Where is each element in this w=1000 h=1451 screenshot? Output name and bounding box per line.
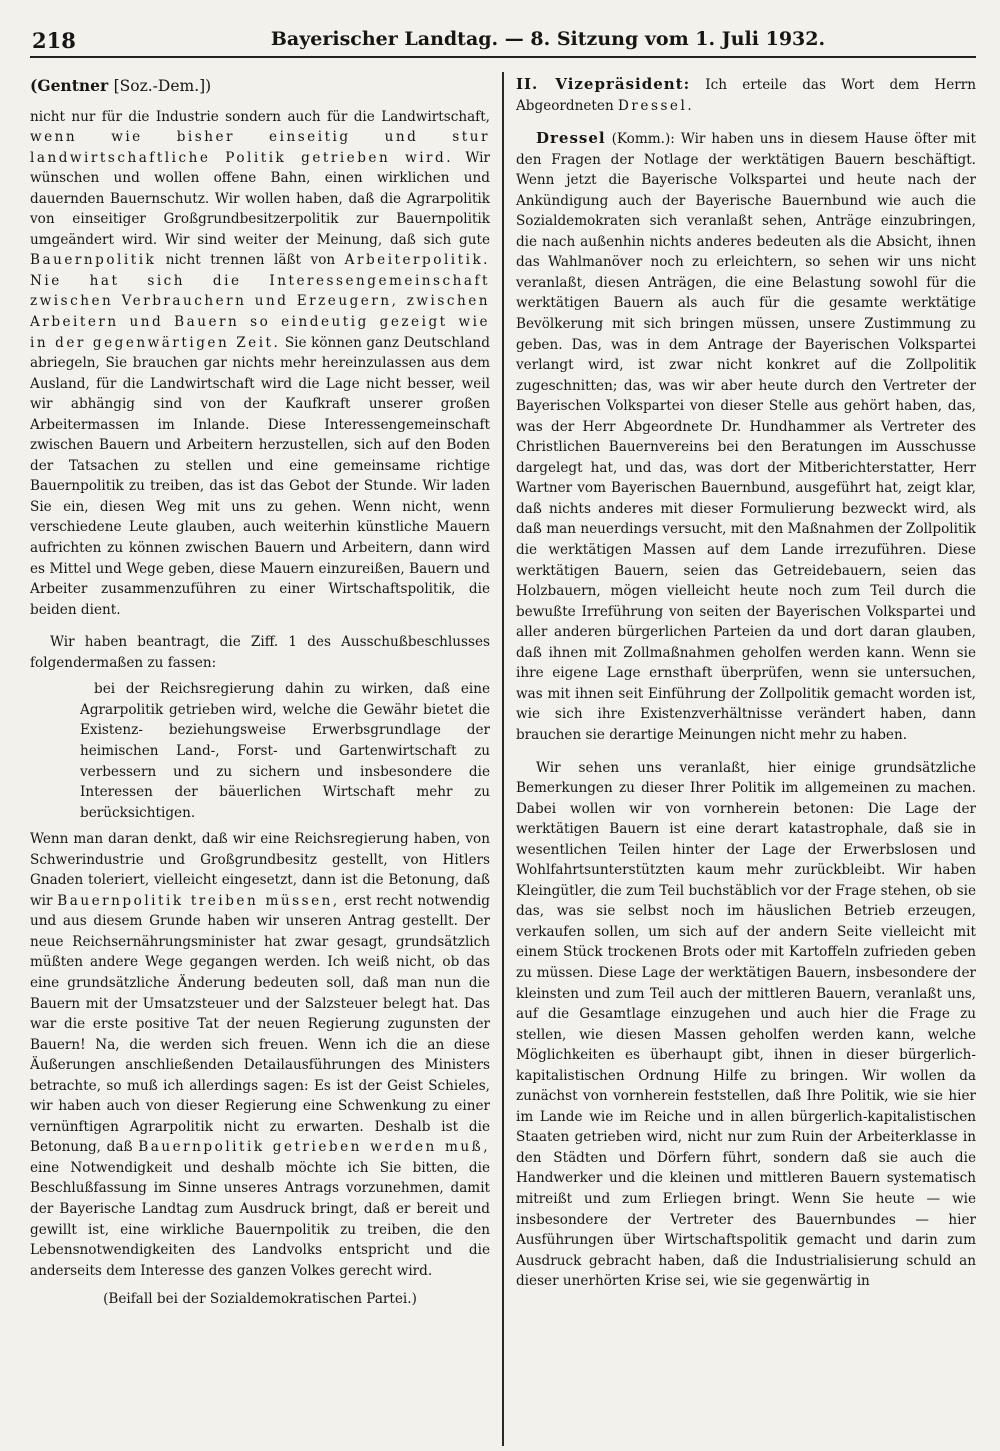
right-column [504,66,976,1446]
spaced-text: Bauernpolitik getrieben werden muß, [138,1139,491,1156]
motion-quote: bei der Reichsregierung dahin zu wirken, daß eine Agrarpolitik getrieben wird, welche die Gewähr bietet die Existenz- beziehungsweise Erwerbsgrundlage der heimischen Land-, Forst- und Gartenwirtschaft zu verbessern und zu sichern und insbesondere die Interessen der bäuerlichen Wirtschaft mehr zu berücksichtigen. [80,681,491,821]
text-columns [30,66,976,1446]
text-run: Ich erteile das Wort dem Herrn Abgeordneten [515,77,976,114]
spaced-text: Nie hat sich die Interessengemeinschaft zwischen Verbrauchern und Erzeugern, zwischen Arbeitern und Bauern so eindeutig gezeigt wie in der gegenwärtigen Zeit. [30,272,491,351]
right-paragraph-1 [516,128,976,745]
spaced-text: wenn wie bisher einseitig und stur landwirtschaftliche Politik getrieben wird. [30,129,491,166]
right-speaker-party: (Komm.): [605,131,681,148]
text-run: Wenn man daran denkt, daß wir eine Reichsregierung haben, von Schwerindustrie und Großgrundbesitz gestellt, von Hitlers Gnaden toleriert, vielleicht eingesetzt, dann ist die Betonung, daß wir [30,831,491,909]
spacer [516,116,976,128]
left-paragraph-2: Wir haben beantragt, die Ziff. 1 des Ausschußbeschlusses folgendermaßen zu fassen: [30,634,491,671]
text-run: nicht nur für die Industrie sondern auch für die Landwirtschaft, [30,108,491,125]
left-speaker-party: [Soz.-Dem.]) [113,77,212,95]
page-number: 218 [32,28,76,53]
running-title: Bayerischer Landtag. — 8. Sitzung vom 1. Juli 1932. [270,28,826,50]
text-run: eine Notwendigkeit und deshalb möchte ich Sie bitten, die Beschlußfassung im Sinne unseres Antrags vorzunehmen, damit der Bayerische Landtag zum Ausdruck bringt, daß er bereit und gewillt ist, eine wirkliche Bauernpolitik zu treiben, die den Lebensnotwendigkeiten des Landvolks entspricht und die anderseits dem Interesse des ganzen Volkes gerecht wird. [30,1159,491,1279]
text-run: Sie können ganz Deutschland abriegeln, Sie brauchen gar nichts mehr hereinzulassen aus dem Ausland, für die Landwirtschaft wird die Lage nicht besser, weil wir abhängig sind von der Kaufkraft unserer großen Arbeitermassen im Inlande. Diese Interessengemeinschaft zwischen Bauern und Arbeitern herzustellen, sich auf den Boden der Tatsachen zu stellen und eine gemeinsame richtige Bauernpolitik zu treiben, das ist das Gebot der Stunde. Wir laden Sie ein, diesen Weg mit uns zu gehen. Wenn nicht, wenn verschiedene Leute glauben, auch weiterhin künstliche Mauern aufrichten zu können zwischen Bauern und Arbeitern, dann wird es Mittel und Wege geben, diese Mauern einzureißen, Bauern und Arbeiter zusammenzuführen zu einer Wirtschaftspolitik, die beiden dient. [30,334,491,618]
page-header [30,22,976,58]
left-speaker-heading [30,76,490,97]
right-speaker-name: Dressel [535,129,606,148]
vice-president-statement [516,74,976,116]
spacer [30,620,490,632]
spaced-text: Bauernpolitik [30,252,157,269]
left-column [30,66,502,1446]
spacer [516,746,976,758]
text-run: erst recht notwendig und aus diesem Grunde haben wir unseren Antrag gestellt. Der neue Reichsernährungsminister hat zwar gesagt, grundsätzlich müßten andere Wege gegangen werden. Ich weiß nicht, ob das eine grundsätzliche Änderung bedeuten soll, daß man nun die Bauern mit der Umsatzsteuer und der Salzsteuer belegt hat. Das war die erste positive Tat der neuen Regierung zugunsten der Bauern! Na, die werden sich freuen. Wenn ich die an diese Äußerungen anschließenden Detailausführungen des Ministers betrachte, so muß ich allerdings sagen: Es ist der Geist Schieles, wir haben auch von dieser Regierung eine Schwenkung zu einer vernünftigen Agrarpolitik nicht zu erwarten. Deshalb ist die Betonung, daß [30,892,491,1156]
text-run: nicht trennen läßt von [156,252,345,269]
left-paragraph-3 [30,829,490,1281]
spaced-text: Dressel. [618,97,695,114]
spaced-text: Bauernpolitik treiben müssen, [57,892,340,909]
left-speaker-name: (Gentner [30,76,109,95]
applause-note: (Beifall bei der Sozialdemokratischen Partei.) [103,1291,417,1308]
vice-president-label: II. Vizepräsident: [515,75,691,93]
right-paragraph-2: Wir sehen uns veranlaßt, hier einige grundsätzliche Bemerkungen zu dieser Ihrer Politik im allgemeinen zu machen. Dabei wollen wir von vornherein betonen: Die Lage der werktätigen Bauern ist eine derart katastrophale, daß sie in wesentlichen Teilen hinter der Lage der Erwerbslosen und Wohlfahrtsunterstützten kaum mehr zurückbleibt. Wir haben Kleingütler, die zum Teil buchstäblich vor der Frage stehen, ob sie das, was sie selbst noch im häuslichen Betrieb erzeugen, verkaufen sollen, um sich auf der andern Seite vielleicht mit einem Stück trockenen Brots oder mit Kartoffeln zufrieden geben zu müssen. Diese Lage der werktätigen Bauern, insbesondere der kleinsten und zum Teil auch der mittleren Bauern, veranlaßt uns, auf die Gesamtlage einzugehen und auch hier die Frage zu stellen, wie diesen Massen geholfen werden kann, welche Möglichkeiten es überhaupt gibt, ihnen in dieser bürgerlich-kapitalistischen Ordnung Hilfe zu bringen. Wir wollen da zunächst von vornherein feststellen, daß Ihre Politik, wie sie hier im Lande wie im Reiche und in allen bürgerlich-kapitalistischen Staaten getrieben wird, nicht nur zum Ruin der Arbeiterklasse in den Städten und Dörfern führt, sondern daß sie auch die Handwerker und die kleinen und mittleren Bauern systematisch mitreißt und zum Erliegen bringt. Wenn Sie heute — wie insbesondere der Vertreter des Bauernbundes — hier Ausführungen über Wirtschaftspolitik gemacht und darin zum Ausdruck gebracht haben, daß die Industrialisierung schuld an dieser unerhörten Krise sei, wie sie gegenwärtig in [515,759,976,1290]
text-run: Wir haben uns in diesem Hause öfter mit den Fragen der Notlage der werktätigen Bauern beschäftigt. Wenn jetzt die Bayerische Volkspartei und heute nach der Ankündigung auch der Bayerische Bauernbund wie auch die Sozialdemokraten sich veranlaßt sehen, Anträge einzubringen, die nach außenhin nichts anderes bedeuten als die Absicht, ihnen das Wahlmanöver noch zu erleichtern, so sehen wir uns nicht veranlaßt, diesen Anträgen, die eine Belastung sowohl für die werktätigen Bauern als auch für die gesamte werktätige Bevölkerung mit sich bringen müssen, unsere Zustimmung zu geben. Das, was in dem Antrage der Bayerischen Volkspartei verlangt wird, ist zwar nicht konkret auf die Zollpolitik zugeschnitten; das, was wir aber heute durch den Vertreter der Bayerischen Volkspartei von dieser Stelle aus gehört haben, das, was der Herr Abgeordnete Dr. Hundhammer als Vertreter des Christlichen Bauernvereins bei den Beratungen im Ausschusse dargelegt hat, und das, was dort der Mitberichterstatter, Herr Wartner vom Bayerischen Bauernbund, ausgeführt hat, zeigt klar, daß nichts anderes mit dieser Formulierung bezweckt wird, als daß man neuerdings versucht, mit den Maßnahmen der Zollpolitik die werktätigen Massen auf dem Lande irrezuführen. Diese werktätigen Bauern, seien das Getreidebauern, seien das Holzbauern, mögen vielleicht heute noch zum Teil durch die bewußte Irreführung von seiten der Bayerischen Volkspartei und aller anderen bürgerlichen Parteien da und dort daran glauben, daß ihnen mit Zollmaßnahmen geholfen werden kann. Wenn sie ihre eigene Lage ernsthaft überprüfen, wenn sie untersuchen, was mit ihnen seit Einführung der Zollpolitik gemacht worden ist, wie sich ihre Existenzverhältnisse verändert haben, dann brauchen sie derartige Meinungen nicht mehr zu haben. [515,131,976,743]
left-paragraph-1 [30,107,490,621]
text-run: Wir wünschen und wollen offene Bahn, einen wirklichen und dauernden Bauernschutz. Wir wollen haben, daß die Agrarpolitik von einseitiger Großgrundbesitzerpolitik zur Bauernpolitik umgeändert wird. Wir sind weiter der Meinung, daß sich gute [30,149,491,248]
spaced-text: Arbeiterpolitik. [344,252,491,269]
